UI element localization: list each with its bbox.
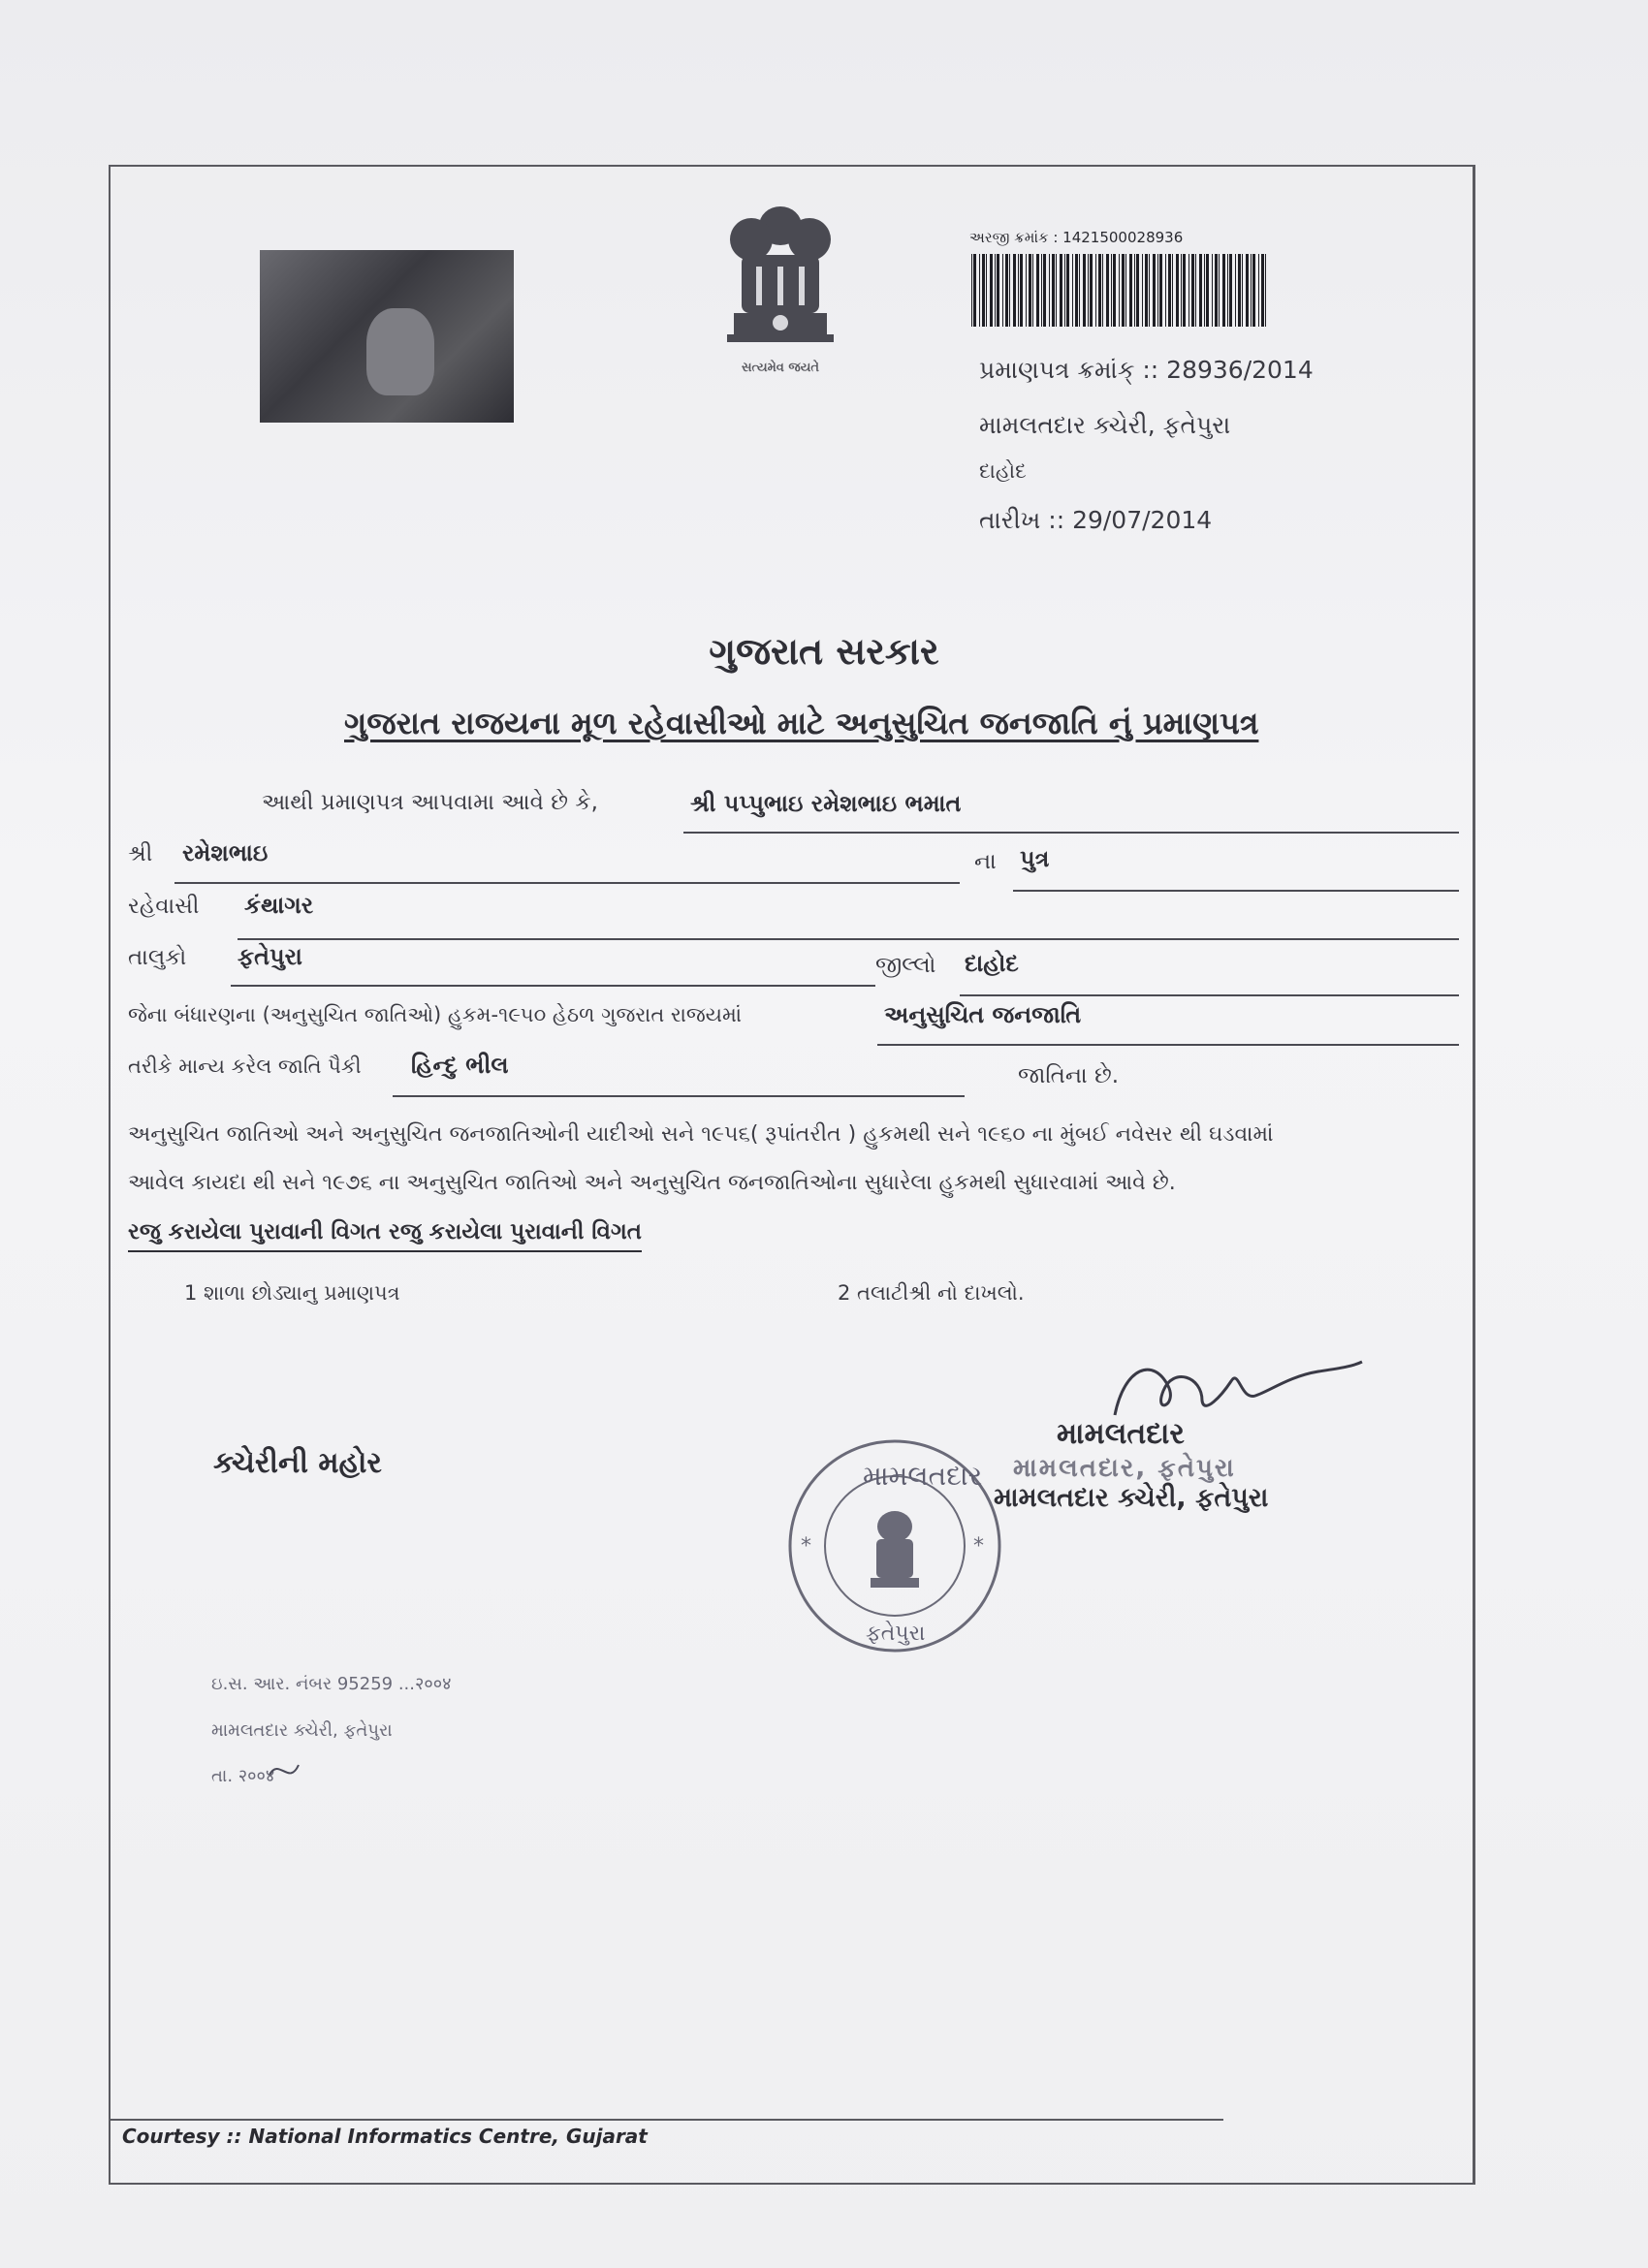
barcode-bar: [1052, 254, 1055, 327]
barcode-bar: [1136, 254, 1139, 327]
barcode-bar: [1215, 254, 1218, 327]
taluka-label: તાલુકો: [128, 945, 187, 970]
courtesy-footer: Courtesy :: National Informatics Centre, Gujarat: [122, 2125, 648, 2148]
seal-ring-text: મામલતદાર: [863, 1460, 983, 1492]
barcode-bar: [1043, 254, 1046, 327]
barcode-bar: [1079, 254, 1080, 327]
seal-bottom-text: ફતેપુરા: [866, 1622, 926, 1646]
inward-line-3: તા. २००४: [211, 1766, 275, 1786]
barcode-bar: [1122, 254, 1125, 327]
recognized-caste-label: તરીકે માન્ય કરેલ જાતિ પૈકી: [128, 1055, 362, 1078]
barcode-bar: [982, 254, 985, 327]
barcode-bar: [1049, 254, 1050, 327]
barcode-bar: [1153, 254, 1156, 327]
barcode-bar: [1261, 254, 1264, 327]
barcode-bar: [1142, 254, 1143, 327]
application-number: અરજી ક્રમાંક : 1421500028936: [969, 229, 1184, 246]
inward-register-stamp: [211, 1651, 618, 1796]
barcode-bar: [1172, 254, 1173, 327]
seal-emblem-icon: [871, 1511, 919, 1588]
district-underline: [960, 994, 1459, 996]
barcode-bar: [1195, 254, 1196, 327]
barcode-bar: [1258, 254, 1259, 327]
barcode-bar: [1020, 254, 1023, 327]
category-value: અનુસુચિત જનજાતિ: [884, 1001, 1082, 1028]
footer-divider: [109, 2119, 1223, 2121]
barcode-bar: [1041, 254, 1042, 327]
constitution-order-text: જેના બંધારણના (અનુસુચિત જાતિઓ) હુકમ-૧૯૫૦ હેઠળ ગુજરાત રાજયમાં: [128, 1003, 742, 1026]
relation-value: પુત્ર: [1020, 845, 1050, 872]
issuing-office: મામલતદાર ક્ચેરી, ફતેપુરા: [979, 411, 1231, 439]
barcode-bar: [1206, 254, 1209, 327]
village-underline: [238, 938, 1459, 940]
barcode-bar: [1090, 254, 1093, 327]
father-name-underline: [174, 882, 960, 884]
barcode-bar: [1235, 254, 1236, 327]
barcode-bar: [1026, 254, 1027, 327]
officer-title: મામલતદાર: [1057, 1417, 1185, 1451]
taluka-name: ફતેપુરા: [238, 943, 302, 970]
barcode-bar: [1106, 254, 1109, 327]
barcode-bar: [1149, 254, 1150, 327]
barcode-bar: [1252, 254, 1255, 327]
barcode-bar: [979, 254, 980, 327]
svg-text:*: *: [801, 1534, 811, 1559]
barcode-bar: [1009, 254, 1010, 327]
barcode-bar: [1072, 254, 1073, 327]
barcode-bar: [1036, 254, 1039, 327]
legal-paragraph-line-2: આવેલ કાયદા થી સને ૧૯૭૬ ના અનુસુચિત જાતિઓ અને અનુસુચિત જનજાતિઓના સુધારેલા હુકમથી સુધારવામાં આવે છે.: [128, 1171, 1176, 1195]
barcode-bar: [986, 254, 987, 327]
barcode-bar: [973, 254, 976, 327]
barcode-bar: [1088, 254, 1089, 327]
barcode-bar: [1119, 254, 1120, 327]
barcode-bar: [997, 254, 999, 327]
office-seal-stamp: [783, 1434, 1006, 1657]
barcode-bar: [1083, 254, 1086, 327]
district-name: દાહોદ: [965, 950, 1019, 977]
barcode-bar: [971, 254, 972, 327]
category-underline: [877, 1044, 1459, 1046]
barcode-bar: [1168, 254, 1171, 327]
holder-name-underline: [683, 832, 1459, 834]
barcode-bar: [1165, 254, 1166, 327]
barcode-bar: [1002, 254, 1003, 327]
barcode-bar: [1056, 254, 1057, 327]
barcode-bar: [1064, 254, 1065, 327]
barcode-bar: [1005, 254, 1008, 327]
inward-line-1: ઇ.સ. આર. નંબર 95259 ...२००४: [211, 1674, 452, 1694]
barcode-bar: [1145, 254, 1148, 327]
village-name: કંથાગર: [244, 892, 314, 919]
father-name: રમેશભાઇ: [182, 839, 269, 866]
relation-label: ના: [974, 849, 997, 874]
government-heading: ગુજરાત સરકાર: [709, 630, 939, 673]
ashoka-emblem-icon: [713, 199, 848, 359]
barcode-bar: [1229, 254, 1232, 327]
taluka-underline: [231, 985, 875, 987]
barcode-bar: [1102, 254, 1103, 327]
office-seal-label: ક્ચેરીની મહોર: [213, 1446, 382, 1480]
barcode-bar: [1113, 254, 1116, 327]
caste-name: હિન્દુ ભીલ: [411, 1052, 509, 1079]
barcode-bar: [1246, 254, 1249, 327]
barcode: [971, 254, 1272, 327]
barcode-bar: [1188, 254, 1189, 327]
evidence-heading: રજુ કરાયેલા પુરાવાની વિગત રજુ કરાયેલા પુરાવાની વિગત: [128, 1219, 642, 1252]
barcode-bar: [1125, 254, 1126, 327]
evidence-item-2: 2 તલાટીશ્રી નો દાખલો.: [838, 1281, 1025, 1305]
barcode-bar: [1075, 254, 1078, 327]
intro-label: આથી પ્રમાણપત્ર આપવામા આવે છે કે,: [262, 790, 598, 815]
barcode-bar: [1219, 254, 1220, 327]
evidence-item-1: 1 શાળા છોડ્યાનુ પ્રમાણપત્ર: [184, 1281, 400, 1305]
barcode-bar: [1183, 254, 1186, 327]
barcode-bar: [1029, 254, 1031, 327]
svg-text:*: *: [973, 1534, 984, 1559]
barcode-bar: [1181, 254, 1182, 327]
issuing-district: દાહોદ: [979, 459, 1027, 483]
barcode-bar: [1212, 254, 1213, 327]
barcode-bar: [1159, 254, 1162, 327]
barcode-bar: [1060, 254, 1062, 327]
barcode-bar: [1129, 254, 1132, 327]
barcode-bar: [1095, 254, 1096, 327]
relation-underline: [1013, 890, 1459, 892]
barcode-bar: [1265, 254, 1266, 327]
certificate-number: પ્રમાણપત્ર ક્રમાંક્ :: 28936/2014: [979, 356, 1314, 384]
legal-paragraph-line-1: અનુસુચિત જાતિઓ અને અનુસુચિત જનજાતિઓની યાદીઓ સને ૧૯૫૬( રૂપાંતરીત ) હુકમથી સને ૧૯૬૦ ના મુંબઈ નવેસર થી ઘડવામાં: [128, 1122, 1274, 1147]
holder-name: શ્રી પપ્પુભાઇ રમેશભાઇ ભમાત: [690, 790, 962, 817]
caste-suffix: જાતિના છે.: [1018, 1063, 1120, 1088]
barcode-bar: [995, 254, 996, 327]
barcode-bar: [1013, 254, 1016, 327]
barcode-bar: [1251, 254, 1252, 327]
barcode-bar: [1199, 254, 1202, 327]
barcode-bar: [1134, 254, 1135, 327]
barcode-bar: [1018, 254, 1019, 327]
barcode-bar: [1222, 254, 1225, 327]
barcode-bar: [1066, 254, 1069, 327]
issue-date: તારીખ :: 29/07/2014: [979, 506, 1213, 534]
barcode-bar: [1204, 254, 1205, 327]
inward-line-2: મામલતદાર ક્ચેરી, ફતેપુરા: [211, 1720, 393, 1741]
applicant-face: [366, 308, 434, 395]
barcode-bar: [1191, 254, 1194, 327]
officer-stamp: મામલતદાર, ફતેપુરા: [1013, 1454, 1236, 1483]
barcode-bar: [1227, 254, 1228, 327]
barcode-bar: [1111, 254, 1112, 327]
barcode-bar: [1157, 254, 1158, 327]
certificate-title: ગુજરાત રાજયના મૂળ રહેવાસીઓ માટે અનુસુચિત જનજાતિ નું પ્રમાણપત્ર: [344, 705, 1259, 741]
barcode-bar: [1032, 254, 1033, 327]
barcode-bar: [1176, 254, 1179, 327]
resident-label: રહેવાસી: [128, 894, 200, 919]
caste-underline: [393, 1095, 965, 1097]
barcode-bar: [990, 254, 993, 327]
barcode-bar: [1242, 254, 1243, 327]
district-label: જીલ્લો: [875, 953, 936, 978]
applicant-photo: [260, 250, 514, 423]
father-prefix: શ્રી: [128, 841, 153, 866]
officer-office: મામલતદાર ક્ચેરી, ફતેપુરા: [994, 1483, 1269, 1513]
barcode-bar: [1238, 254, 1241, 327]
barcode-bar: [1098, 254, 1101, 327]
emblem-motto: સત્યમેવ જયતે: [742, 361, 819, 375]
